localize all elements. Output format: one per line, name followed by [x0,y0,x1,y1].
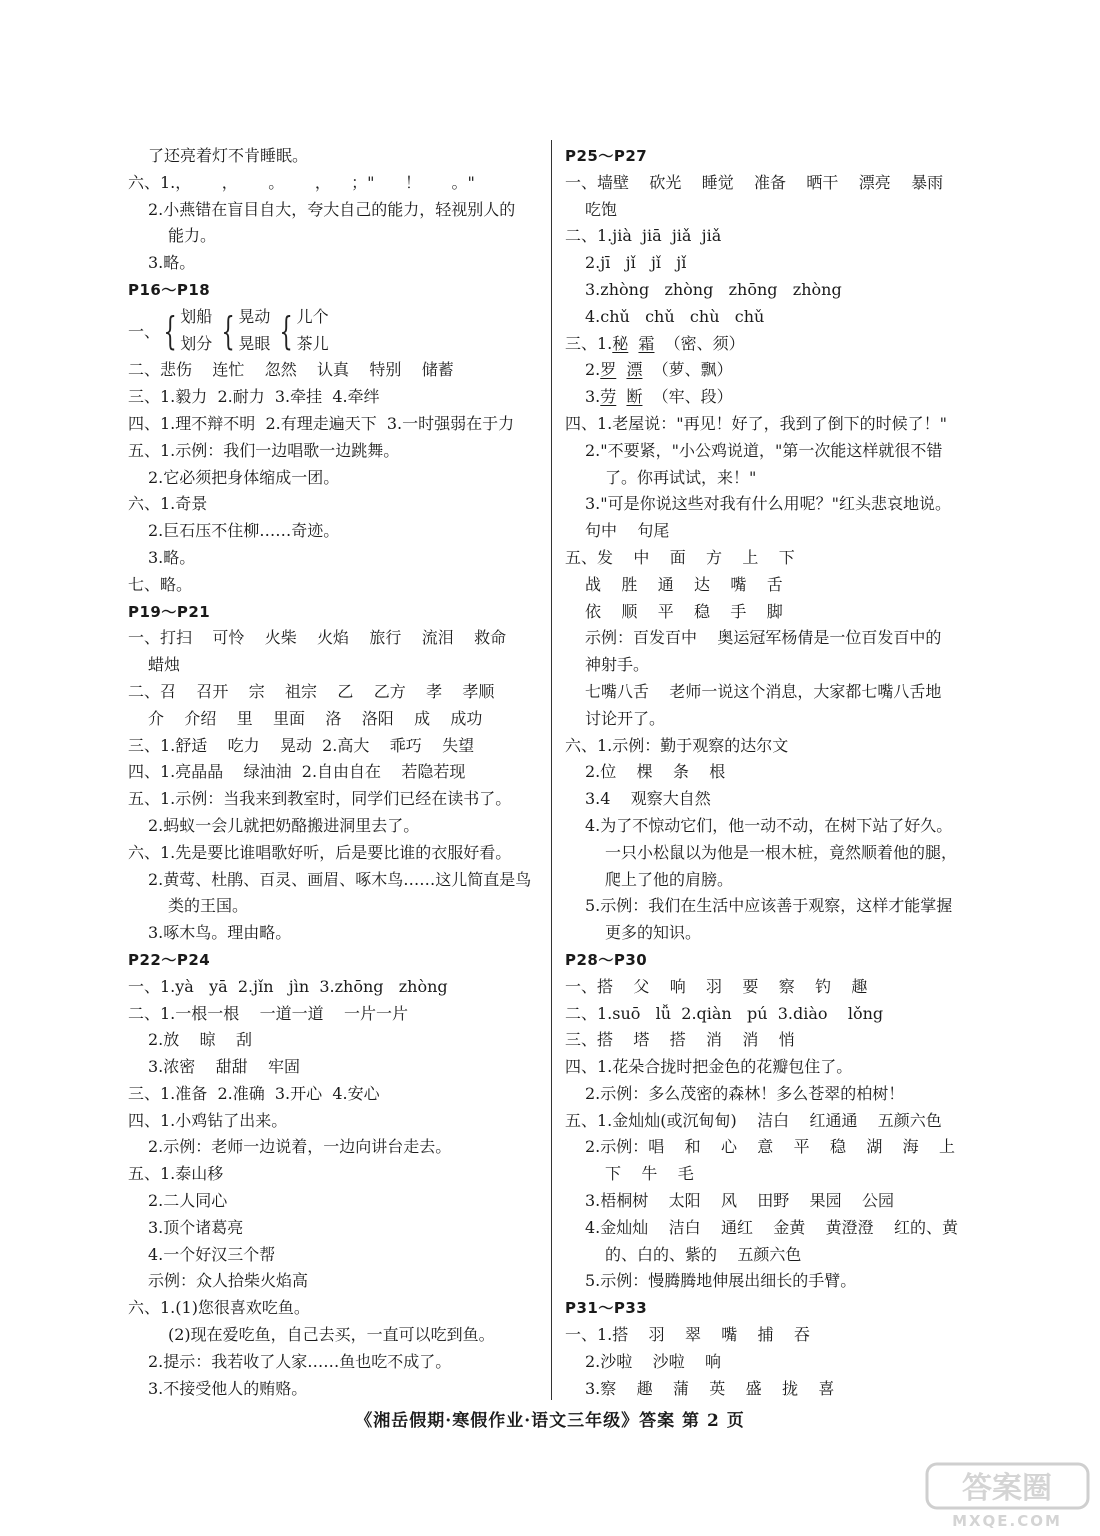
section-heading: P22～P24 [128,950,211,969]
answer-line: 2.位 棵 条 根 [585,762,726,782]
answer-line: 五、1.金灿灿(或沉甸甸) 洁白 红通通 五颜六色 [565,1110,942,1130]
brace-item: 划分 [180,333,213,353]
watermark-text: 答案圈 [962,1471,1052,1506]
answer-line: 四、1.亮晶晶 绿油油 2.自由自在 若隐若现 [128,762,466,782]
answer-line: 2.黄莺、杜鹃、百灵、画眉、啄木鸟……这儿简直是鸟 [148,869,532,889]
watermark-logo [925,1460,1090,1530]
answer-line: 三、搭 塔 搭 消 消 悄 [565,1030,795,1050]
answer-text: （牢、段） [642,387,733,407]
answer-line: 一、搭 父 响 羽 要 察 钓 趣 [565,976,868,996]
curly-brace-icon: { [163,308,177,353]
answer-line: 4.金灿灿 洁白 通红 金黄 黄澄澄 红的、黄 [585,1217,958,1237]
answer-line: 2.二人同心 [148,1191,228,1211]
answer-text: （萝、飘） [642,360,733,380]
answer-line: 句中 句尾 [585,521,670,541]
curly-brace-icon: { [279,308,294,353]
brace-item: 茶儿 [296,333,329,353]
answer-line: 三、1.准备 2.准确 3.开心 4.安心 [128,1083,380,1103]
answer-line: 2."不要紧，"小公鸡说道，"第一次能这样就很不错 [585,440,943,460]
answer-line: 神射手。 [585,655,650,675]
answer-line: 六、1.奇景 [128,494,208,514]
answer-line: 介 介绍 里 里面 洛 洛阳 成 成功 [148,708,483,728]
answer-line: 3.察 趣 蒲 英 盛 拢 喜 [585,1378,835,1398]
answer-line: 讨论开了。 [585,708,666,728]
underlined-char: 断 [626,387,643,407]
brace-item: 划船 [180,306,213,326]
answer-line: 三、1.舒适 吃力 晃动 2.高大 乖巧 失望 [128,735,475,755]
answer-line: 二、1.suō lǚ 2.qiàn pú 3.diào lǒng [565,1003,884,1023]
answer-line: 五、1.示例：当我来到教室时，同学们已经在读书了。 [128,789,512,809]
answer-line: 3.梧桐树 太阳 风 田野 果园 公园 [585,1191,894,1211]
answer-line: 五、1.泰山移 [128,1164,224,1184]
answer-line: 2.jī jǐ jǐ jǐ [585,253,687,273]
answer-line: 2.示例：唱 和 心 意 平 稳 湖 海 上 [585,1137,956,1157]
answer-line: 一、墙壁 砍光 睡觉 准备 晒干 漂亮 暴雨 [565,172,944,192]
section-heading: P25～P27 [565,147,648,165]
answer-text: （密、须） [654,333,745,353]
answer-line: 六、1.先是要比谁唱歌好听，后是要比谁的衣服好看。 [128,842,512,862]
answer-line: 一、1.yà yā 2.jǐn jìn 3.zhōng zhòng [128,976,448,996]
answer-line: 2.示例：多么茂密的森林！多么苍翠的柏树！ [585,1083,905,1103]
answer-text: 3. [585,387,601,407]
answer-line: 2.提示：我若收了人家……鱼也吃不成了。 [148,1351,452,1371]
answer-line: 二、1.一根一根 一道一道 一片一片 [128,1003,408,1023]
brace-item: 晃眼 [238,333,271,353]
section-heading: P16～P18 [128,280,211,299]
answer-line: 3.顶个诸葛亮 [148,1217,244,1237]
answer-line: 更多的知识。 [605,923,702,943]
answer-line: 二、1.jià jiā jiǎ jiǎ [565,226,722,246]
answer-line: 五、1.示例：我们一边唱歌一边跳舞。 [128,440,400,460]
answer-line: 4.chǔ chǔ chù chǔ [585,306,765,326]
answer-line: 下 牛 毛 [605,1164,694,1184]
answer-line: 四、1.花朵合拢时把金色的花瓣包住了。 [565,1057,853,1077]
answer-line [565,357,995,384]
answer-line: 六、1.示例：勤于观察的达尔文 [565,735,789,755]
answer-line: (2)现在爱吃鱼，自己去买，一直可以吃到鱼。 [168,1325,495,1345]
brace-prefix: 一、 [128,322,161,342]
answer-line: 2.沙啦 沙啦 响 [585,1351,721,1371]
answer-line: 3."可是你说这些对我有什么用呢？"红头悲哀地说。 [585,494,951,514]
brace-answer-row [128,304,538,358]
brace-group [218,304,270,358]
answer-line: 类的王国。 [168,896,249,916]
underlined-char: 劳 [600,387,617,407]
answer-line: 3.不接受他人的贿赂。 [148,1378,308,1398]
answer-line: 3.略。 [148,253,196,273]
answer-line: 依 顺 平 稳 手 脚 [585,601,783,621]
answer-line: 三、1.毅力 2.耐力 3.牵挂 4.牵绊 [128,387,380,407]
answer-line: 七、略。 [128,574,193,594]
brace-group [160,304,212,358]
answer-line: 一只小松鼠以为他是一根木桩，竟然顺着他的腿， [605,842,958,862]
answer-line: 一、打扫 可怜 火柴 火焰 旅行 流泪 救命 [128,628,507,648]
answer-line: 二、悲伤 连忙 忽然 认真 特别 储蓄 [128,360,454,380]
answer-line: 六、1.， ， 。 ， ；" ！ 。" [128,172,475,192]
answer-line: 蜡烛 [148,655,181,675]
answer-line: 示例：众人拾柴火焰高 [148,1271,309,1291]
answer-line: 二、召 召开 宗 祖宗 乙 乙方 孝 孝顺 [128,681,495,701]
answer-line: 5.示例：慢腾腾地伸展出细长的手臂。 [585,1271,857,1291]
answer-line: 示例：百发百中 奥运冠军杨倩是一位百发百中的 [585,628,942,648]
answer-line: 3.啄木鸟。理由略。 [148,923,292,943]
answer-line: 战 胜 通 达 嘴 舌 [585,574,783,594]
underlined-char: 秘 [612,333,629,353]
answer-text: 2. [585,360,601,380]
answer-line: 五、发 中 面 方 上 下 [565,547,795,567]
answer-line: 3.浓密 甜甜 牢固 [148,1057,300,1077]
answer-line: 爬上了他的肩膀。 [605,869,734,889]
underlined-char: 罗 [600,360,617,380]
answer-line: 2.它必须把身体缩成一团。 [148,467,340,487]
section-heading: P31～P33 [565,1299,648,1318]
answer-line: 5.示例：我们在生活中应该善于观察，这样才能掌握 [585,896,953,916]
answer-line: 四、1.老屋说："再见！好了，我到了倒下的时候了！" [565,413,947,433]
underlined-char: 漂 [626,360,643,380]
column-divider [551,140,552,1400]
answer-line: 4.为了不惊动它们，他一动不动，在树下站了好久。 [585,815,953,835]
answer-line: 3.4 观察大自然 [585,789,711,809]
answer-line: 2.小燕错在盲目自大，夸大自己的能力，轻视别人的 [148,199,516,219]
page-footer: 《湘岳假期·寒假作业·语文三年级》答案 第 2 页 [355,1411,745,1431]
answer-line: 4.一个好汉三个帮 [148,1244,276,1264]
answer-line: 了。你再试试，来！" [605,467,757,487]
answer-line: 的、白的、紫的 五颜六色 [605,1244,802,1264]
answer-line: 四、1.小鸡钻了出来。 [128,1110,288,1130]
answer-line: 七嘴八舌 老师一说这个消息，大家都七嘴八舌地 [585,681,942,701]
answer-line [565,331,995,358]
answer-line: 2.示例：老师一边说着，一边向讲台走去。 [148,1137,452,1157]
section-heading: P19～P21 [128,602,211,621]
section-heading: P28～P30 [565,950,648,969]
answer-line: 吃饱 [585,199,618,219]
answer-line: 六、1.(1)您很喜欢吃鱼。 [128,1298,310,1318]
answer-line: 2.蚂蚁一会儿就把奶酪搬进洞里去了。 [148,815,420,835]
answer-line: 能力。 [168,226,217,246]
underlined-char: 霜 [638,333,655,353]
answer-line: 2.放 晾 刮 [148,1030,252,1050]
brace-item: 晃动 [238,306,271,326]
answer-line: 3.略。 [148,547,196,567]
answer-text: 三、1. [565,333,613,353]
answer-line [565,384,995,411]
watermark-sub: MXQE.COM [952,1512,1062,1530]
answer-line: 了还亮着灯不肯睡眠。 [148,146,309,165]
brace-group [276,304,328,358]
right-column [565,143,995,1402]
answer-line: 2.巨石压不住柳……奇迹。 [148,521,340,541]
answer-line: 四、1.理不辩不明 2.有理走遍天下 3.一时强弱在于力 [128,413,515,433]
curly-brace-icon: { [221,308,235,353]
left-column [128,143,538,1402]
answer-line: 一、1.搭 羽 翠 嘴 捕 吞 [565,1325,810,1345]
brace-item: 儿个 [296,306,329,326]
answer-line: 3.zhòng zhòng zhōng zhòng [585,279,842,299]
